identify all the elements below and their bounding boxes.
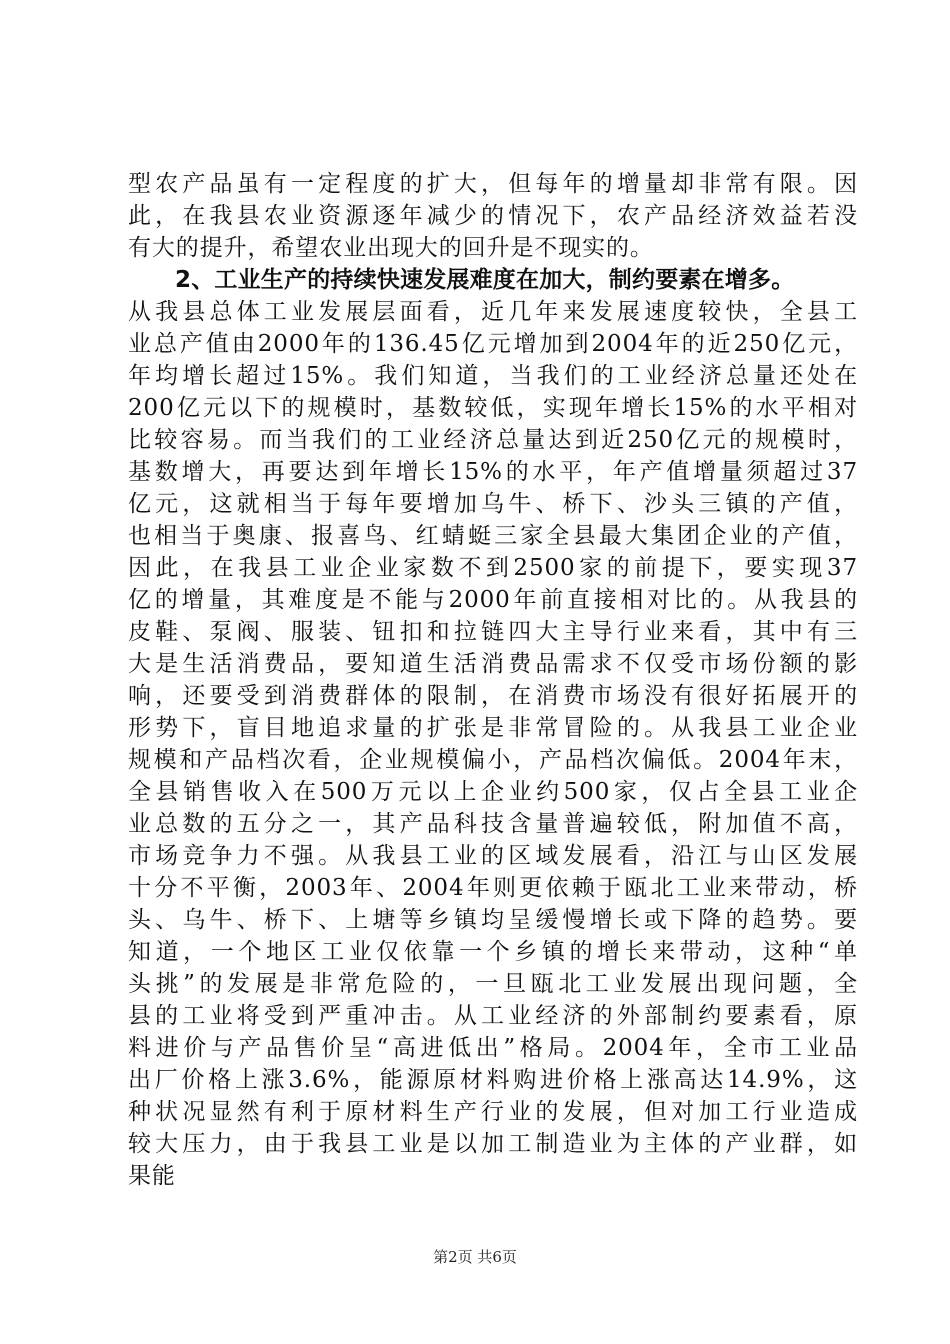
text-line: 头、乌牛、桥下、上塘等乡镇均呈缓慢增长或下降的趋势。要 xyxy=(128,907,858,933)
text-line: 皮鞋、泵阀、服装、钮扣和拉链四大主导行业来看，其中有三 xyxy=(128,619,858,645)
page-number-footer: 第2页 共6页 xyxy=(433,1248,517,1266)
text-line: 也相当于奥康、报喜鸟、红蜻蜓三家全县最大集团企业的产值， xyxy=(128,523,858,549)
text-line: 市场竞争力不强。从我县工业的区域发展看，沿江与山区发展 xyxy=(128,843,858,869)
text-line: 因此，在我县工业企业家数不到2500家的前提下，要实现37 xyxy=(128,555,858,581)
text-line: 型农产品虽有一定程度的扩大，但每年的增量却非常有限。因 xyxy=(128,171,858,197)
text-line: 头挑”的发展是非常危险的，一旦瓯北工业发展出现问题，全 xyxy=(128,971,858,997)
text-line: 响，还要受到消费群体的限制，在消费市场没有很好拓展开的 xyxy=(128,683,858,709)
text-line: 有大的提升，希望农业出现大的回升是不现实的。 xyxy=(128,235,654,261)
text-line: 200亿元以下的规模时，基数较低，实现年增长15%的水平相对 xyxy=(128,395,858,421)
text-line: 亿的增量，其难度是不能与2000年前直接相对比的。从我县的 xyxy=(128,587,858,613)
text-line: 出厂价格上涨3.6%，能源原材料购进价格上涨高达14.9%，这 xyxy=(128,1067,858,1093)
text-line: 业总数的五分之一，其产品科技含量普遍较低，附加值不高， xyxy=(128,811,858,837)
text-line: 比较容易。而当我们的工业经济总量达到近250亿元的规模时， xyxy=(128,427,858,453)
text-line: 大是生活消费品，要知道生活消费品需求不仅受市场份额的影 xyxy=(128,651,858,677)
text-line: 种状况显然有利于原材料生产行业的发展，但对加工行业造成 xyxy=(128,1099,858,1125)
section-heading: 2、工业生产的持续快速发展难度在加大，制约要素在增多。 xyxy=(175,267,795,293)
body-text xyxy=(128,168,858,1192)
text-line: 县的工业将受到严重冲击。从工业经济的外部制约要素看，原 xyxy=(128,1003,858,1029)
text-line: 较大压力，由于我县工业是以加工制造业为主体的产业群，如 xyxy=(128,1131,858,1157)
text-line: 亿元，这就相当于每年要增加乌牛、桥下、沙头三镇的产值， xyxy=(128,491,858,517)
text-line: 果能 xyxy=(128,1163,176,1189)
text-line: 从我县总体工业发展层面看，近几年来发展速度较快，全县工 xyxy=(128,299,858,325)
text-line: 形势下，盲目地追求量的扩张是非常冒险的。从我县工业企业 xyxy=(128,715,858,741)
text-line: 规模和产品档次看，企业规模偏小，产品档次偏低。2004年末， xyxy=(128,747,858,773)
text-line: 年均增长超过15%。我们知道，当我们的工业经济总量还处在 xyxy=(128,363,858,389)
text-line: 全县销售收入在500万元以上企业约500家，仅占全县工业企 xyxy=(128,779,858,805)
text-line: 业总产值由2000年的136.45亿元增加到2004年的近250亿元， xyxy=(128,331,858,357)
text-line: 此，在我县农业资源逐年减少的情况下，农产品经济效益若没 xyxy=(128,203,858,229)
text-line: 料进价与产品售价呈“高进低出”格局。2004年，全市工业品 xyxy=(128,1035,858,1061)
text-line: 基数增大，再要达到年增长15%的水平，年产值增量须超过37 xyxy=(128,459,858,485)
text-line: 知道，一个地区工业仅依靠一个乡镇的增长来带动，这种“单 xyxy=(128,939,858,965)
text-line: 十分不平衡，2003年、2004年则更依赖于瓯北工业来带动，桥 xyxy=(128,875,858,901)
